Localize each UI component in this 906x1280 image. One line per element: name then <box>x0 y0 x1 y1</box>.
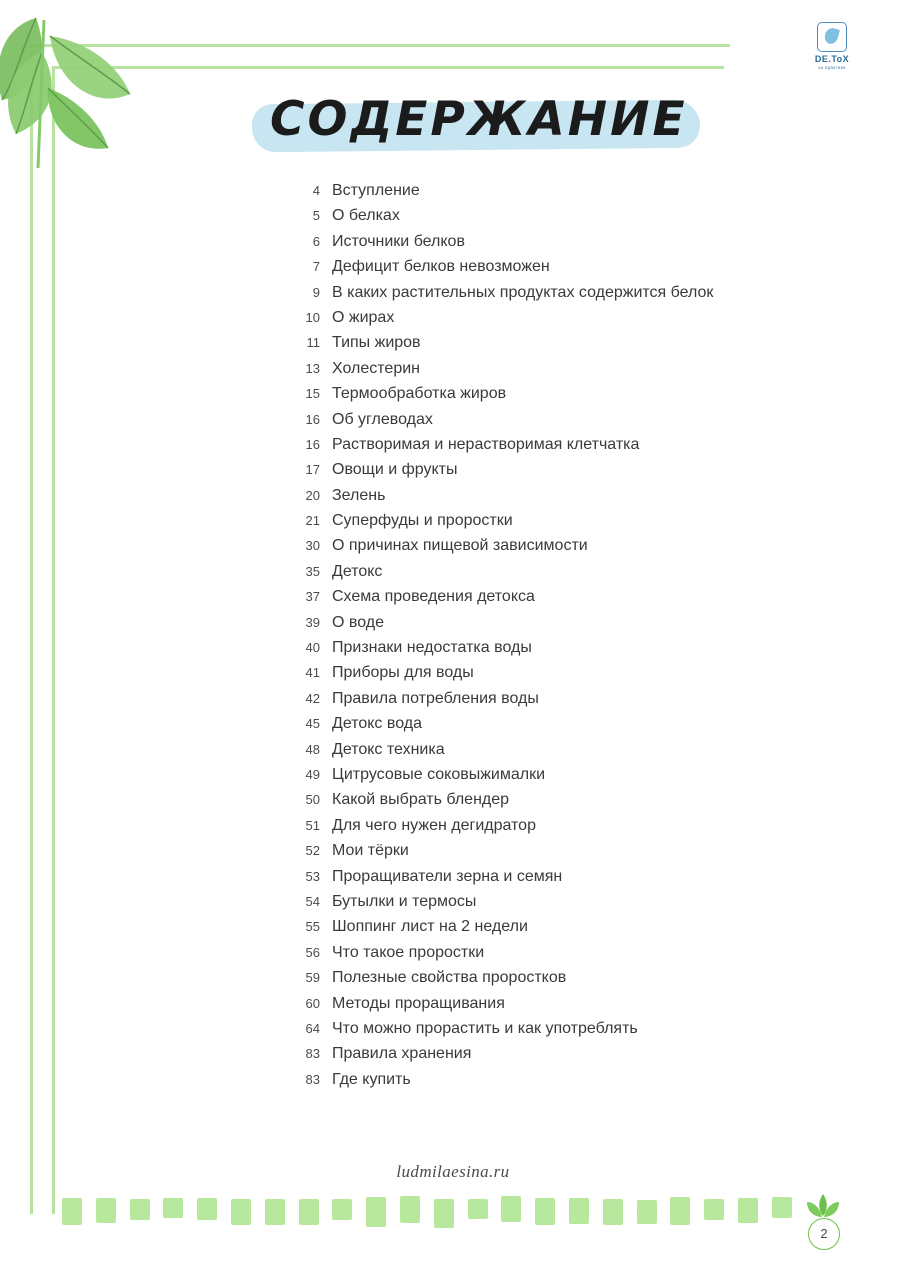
toc-entry-page: 39 <box>305 614 320 630</box>
toc-entry-label: Где купить <box>332 1070 411 1088</box>
toc-entry-label: Вступление <box>332 182 420 199</box>
toc-entry-page: 55 <box>305 919 320 935</box>
brush-stroke <box>130 1199 150 1220</box>
table-of-contents <box>286 182 846 1096</box>
brush-stroke <box>62 1198 82 1225</box>
toc-entry-label: Термообработка жиров <box>332 385 507 403</box>
toc-entry[interactable] <box>286 639 846 664</box>
toc-entry-page: 13 <box>305 360 320 376</box>
toc-entry[interactable] <box>286 791 846 816</box>
toc-entry-label: Признаки недостатка воды <box>332 639 532 657</box>
toc-entry-label: Растворимая и нерастворимая клетчатка <box>332 435 640 453</box>
toc-entry-page: 7 <box>312 259 320 275</box>
toc-entry-page: 40 <box>305 640 320 656</box>
toc-entry-page: 30 <box>305 538 320 554</box>
toc-entry-label: Приборы для воды <box>332 664 474 682</box>
toc-entry-page: 21 <box>305 513 320 529</box>
toc-entry[interactable] <box>286 664 846 689</box>
toc-entry[interactable] <box>286 182 846 207</box>
toc-entry-label: О жирах <box>332 308 395 326</box>
toc-entry-label: Правила хранения <box>332 1045 472 1063</box>
toc-entry-page: 49 <box>305 766 320 782</box>
toc-entry-label: Шоппинг лист на 2 недели <box>332 918 528 936</box>
brush-stroke <box>197 1198 217 1220</box>
toc-entry-page: 37 <box>305 589 320 605</box>
toc-entry[interactable] <box>286 741 846 766</box>
brush-stroke <box>366 1197 386 1227</box>
toc-entry[interactable] <box>286 1045 846 1070</box>
toc-entry-page: 9 <box>312 284 320 300</box>
toc-entry-label: Что можно прорастить и как употреблять <box>332 1019 638 1037</box>
brand-logo <box>804 22 860 80</box>
leaf-decoration-icon <box>0 8 190 208</box>
page-title <box>252 92 712 158</box>
toc-entry-page: 20 <box>305 487 320 503</box>
toc-entry[interactable] <box>286 563 846 588</box>
frame-line-left-inner <box>52 66 55 1214</box>
toc-entry-page: 54 <box>305 893 320 909</box>
toc-entry-label: Детокс <box>332 562 383 580</box>
brush-stroke <box>670 1197 690 1225</box>
toc-entry[interactable] <box>286 537 846 562</box>
toc-entry[interactable] <box>286 360 846 385</box>
brush-stroke <box>535 1198 555 1225</box>
toc-entry-page: 48 <box>305 741 320 757</box>
toc-entry-page: 64 <box>305 1020 320 1036</box>
toc-entry-page: 4 <box>312 183 320 198</box>
toc-entry-label: Холестерин <box>332 359 420 377</box>
title-text: СОДЕРЖАНИЕ <box>270 92 688 147</box>
brush-stroke <box>637 1200 657 1224</box>
toc-entry[interactable] <box>286 944 846 969</box>
toc-entry[interactable] <box>286 207 846 232</box>
toc-entry-page: 35 <box>305 563 320 579</box>
toc-entry-page: 50 <box>305 792 320 808</box>
brush-stroke <box>772 1197 792 1218</box>
toc-entry-label: Мои тёрки <box>332 842 409 860</box>
brush-stroke <box>231 1199 251 1225</box>
toc-entry-page: 56 <box>305 944 320 960</box>
toc-entry-page: 16 <box>305 411 320 427</box>
toc-entry-label: Для чего нужен дегидратор <box>332 816 536 834</box>
toc-entry-label: Какой выбрать блендер <box>332 791 510 809</box>
toc-entry-label: В каких растительных продуктах содержится белок <box>332 283 714 301</box>
brush-stroke <box>603 1199 623 1225</box>
toc-entry-label: Зелень <box>332 486 386 504</box>
toc-entry-label: Типы жиров <box>332 334 421 352</box>
toc-entry-page: 17 <box>305 462 320 478</box>
toc-entry-page: 60 <box>305 995 320 1011</box>
toc-entry-label: Бутылки и термосы <box>332 892 477 910</box>
toc-entry[interactable] <box>286 1020 846 1045</box>
toc-entry[interactable] <box>286 512 846 537</box>
toc-entry-label: Правила потребления воды <box>332 689 539 707</box>
page-number: 2 <box>808 1218 840 1250</box>
toc-entry-label: Об углеводах <box>332 410 433 428</box>
toc-entry-label: Схема проведения детокса <box>332 588 535 606</box>
toc-entry-page: 83 <box>305 1071 320 1087</box>
toc-entry[interactable] <box>286 1071 846 1096</box>
toc-entry[interactable] <box>286 868 846 893</box>
toc-entry-label: Что такое проростки <box>332 943 485 961</box>
brush-stroke <box>163 1198 183 1218</box>
logo-name: DE.ToX <box>814 54 850 64</box>
toc-entry[interactable] <box>286 715 846 740</box>
brush-stroke <box>332 1199 352 1220</box>
brush-stroke <box>400 1196 420 1223</box>
toc-entry[interactable] <box>286 690 846 715</box>
logo-tagline: за практике <box>818 65 846 70</box>
toc-entry-page: 42 <box>305 690 320 706</box>
brush-stroke <box>738 1198 758 1223</box>
toc-entry-page: 52 <box>305 843 320 859</box>
toc-entry-label: Детокс вода <box>332 715 422 733</box>
brush-stroke <box>704 1199 724 1220</box>
toc-entry[interactable] <box>286 334 846 359</box>
toc-entry-page: 59 <box>305 970 320 986</box>
frame-line-left-outer <box>30 44 33 1214</box>
toc-entry-page: 53 <box>305 868 320 884</box>
toc-entry-page: 15 <box>305 386 320 402</box>
brush-stroke <box>468 1199 488 1219</box>
toc-entry[interactable] <box>286 893 846 918</box>
toc-entry-label: Цитрусовые соковыжималки <box>332 765 546 783</box>
website-footer: ludmilaesina.ru <box>396 1162 510 1181</box>
brush-stroke-row <box>62 1196 792 1230</box>
toc-entry[interactable] <box>286 766 846 791</box>
toc-entry[interactable] <box>286 284 846 309</box>
toc-entry-label: Суперфуды и проростки <box>332 512 513 530</box>
toc-entry[interactable] <box>286 487 846 512</box>
brush-stroke <box>501 1196 521 1222</box>
toc-entry[interactable] <box>286 842 846 867</box>
toc-entry-page: 45 <box>305 716 320 732</box>
brush-stroke <box>265 1199 285 1225</box>
toc-entry-page: 5 <box>312 208 320 224</box>
page-number-badge <box>794 1192 852 1250</box>
toc-entry-page: 16 <box>305 436 320 452</box>
toc-entry[interactable] <box>286 461 846 486</box>
toc-entry-label: Овощи и фрукты <box>332 461 458 479</box>
toc-entry[interactable] <box>286 918 846 943</box>
toc-entry[interactable] <box>286 817 846 842</box>
brush-stroke <box>96 1198 116 1223</box>
toc-entry[interactable] <box>286 588 846 613</box>
toc-entry[interactable] <box>286 436 846 461</box>
toc-entry[interactable] <box>286 995 846 1020</box>
toc-entry-page: 83 <box>305 1046 320 1062</box>
toc-entry[interactable] <box>286 385 846 410</box>
toc-entry-label: О белках <box>332 207 400 225</box>
brush-stroke <box>569 1198 589 1224</box>
toc-entry-label: Дефицит белков невозможен <box>332 258 550 276</box>
toc-entry-label: Детокс техника <box>332 740 445 758</box>
toc-entry[interactable] <box>286 614 846 639</box>
brush-stroke <box>299 1199 319 1225</box>
toc-entry-label: Проращиватели зерна и семян <box>332 867 563 885</box>
toc-entry[interactable] <box>286 969 846 994</box>
toc-entry-label: О воде <box>332 613 384 631</box>
leaf-logo-icon <box>817 22 847 52</box>
toc-entry[interactable] <box>286 258 846 283</box>
toc-entry-label: Методы проращивания <box>332 994 505 1012</box>
toc-entry[interactable] <box>286 309 846 334</box>
toc-entry-label: Полезные свойства проростков <box>332 969 567 987</box>
toc-entry[interactable] <box>286 233 846 258</box>
toc-entry-label: Источники белков <box>332 232 465 250</box>
toc-entry-page: 10 <box>305 309 320 325</box>
toc-entry-label: О причинах пищевой зависимости <box>332 537 588 555</box>
toc-entry-page: 11 <box>306 335 320 351</box>
brush-stroke <box>434 1199 454 1228</box>
toc-entry-page: 41 <box>305 665 320 681</box>
toc-entry-page: 6 <box>312 233 320 249</box>
toc-entry[interactable] <box>286 411 846 436</box>
toc-entry-page: 51 <box>305 817 320 833</box>
